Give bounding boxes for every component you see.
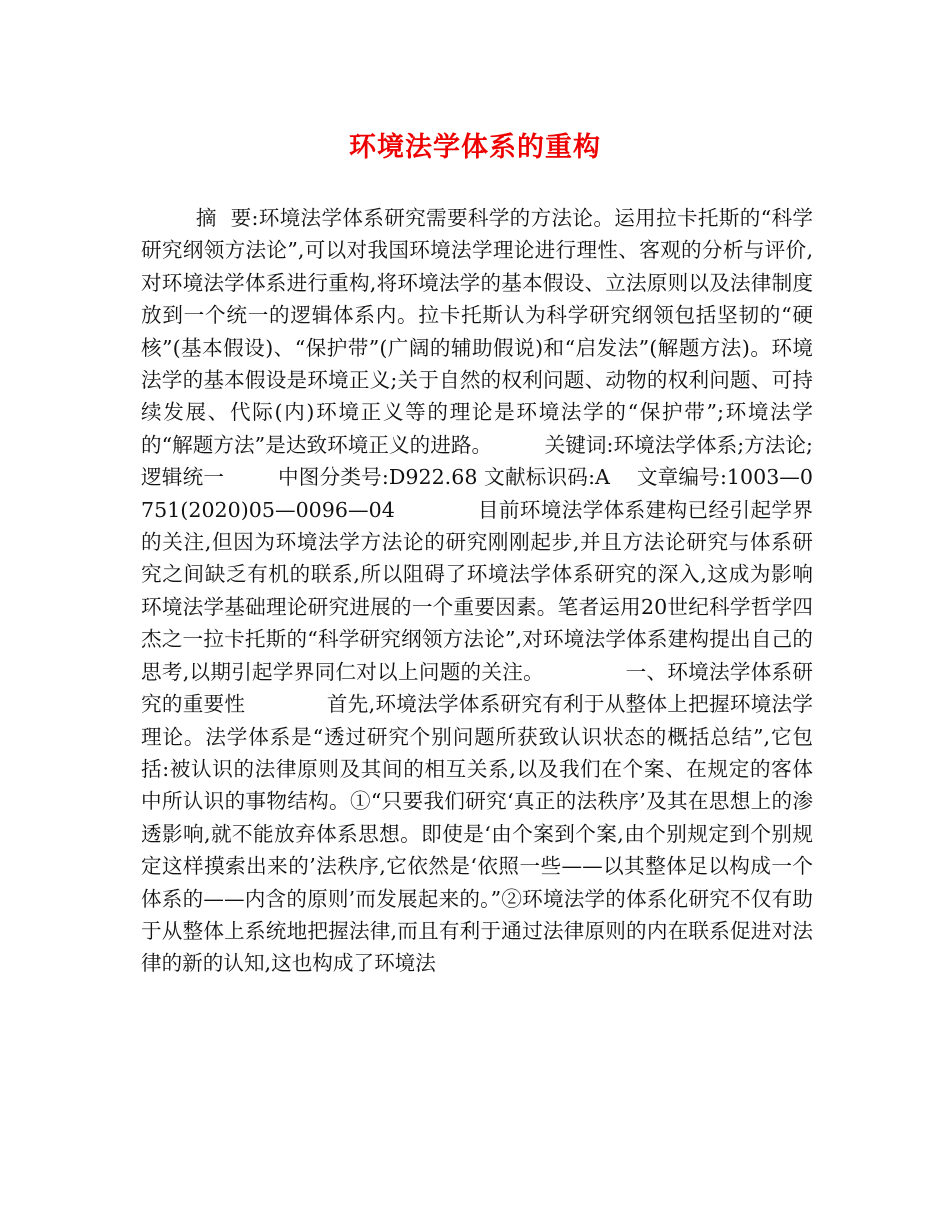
document-body-text: 摘 要:环境法学体系研究需要科学的方法论。运用拉卡托斯的“科学研究纲领方法论”,可以对我国环境法学理论进行理性、客观的分析与评价,对环境法学体系进行重构,将环境法学的基本假设、立法原则以及法律制度放到一个统一的逻辑体系内。拉卡托斯认为科学研究纲领包括坚韧的“硬核”(基本假设)、“保护带”(广阔的辅助假说)和“启发法”(解题方法)。环境法学的基本假设是环境正义;关于自然的权利问题、动物的权利问题、可持续发展、代际(内)环境正义等的理论是环境法学的“保护带”;环境法学的“解题方法”是达致环境正义的进路。 关键词:环境法学体系;方法论;逻辑统一 中图分类号:D922.68 文献标识码:A 文章编号:1003—0751(2020)05—0096—04 目前环境法学体系建构已经引起学界的关注,但因为环境法学方法论的研究刚刚起步,并且方法论研究与体系研究之间缺乏有机的联系,所以阻碍了环境法学体系研究的深入,这成为影响环境法学基础理论研究进展的一个重要因素。笔者运用20世纪科学哲学四杰之一拉卡托斯的“科学研究纲领方法论”,对环境法学体系建构提出自己的思考,以期引起学界同仁对以上问题的关注。 一、环境法学体系研究的重要性 首先,环境法学体系研究有利于从整体上把握环境法学理论。法学体系是“透过研究个别问题所获致认识状态的概括总结”,它包括:被认识的法律原则及其间的相互关系,以及我们在个案、在规定的客体中所认识的事物结构。①“只要我们研究‘真正的法秩序’及其在思想上的渗透影响,就不能放弃体系思想。即使是‘由个案到个案,由个别规定到个别规定这样摸索出来的’法秩序,它依然是‘依照一些——以其整体足以构成一个体系的——内含的原则’而发展起来的。”②环境法学的体系化研究不仅有助于从整体上系统地把握法律,而且有利于通过法律原则的内在联系促进对法律的新的认知,这也构成了环境法 bbox=[141, 206, 813, 976]
document-title: 环境法学体系的重构 bbox=[349, 132, 601, 163]
